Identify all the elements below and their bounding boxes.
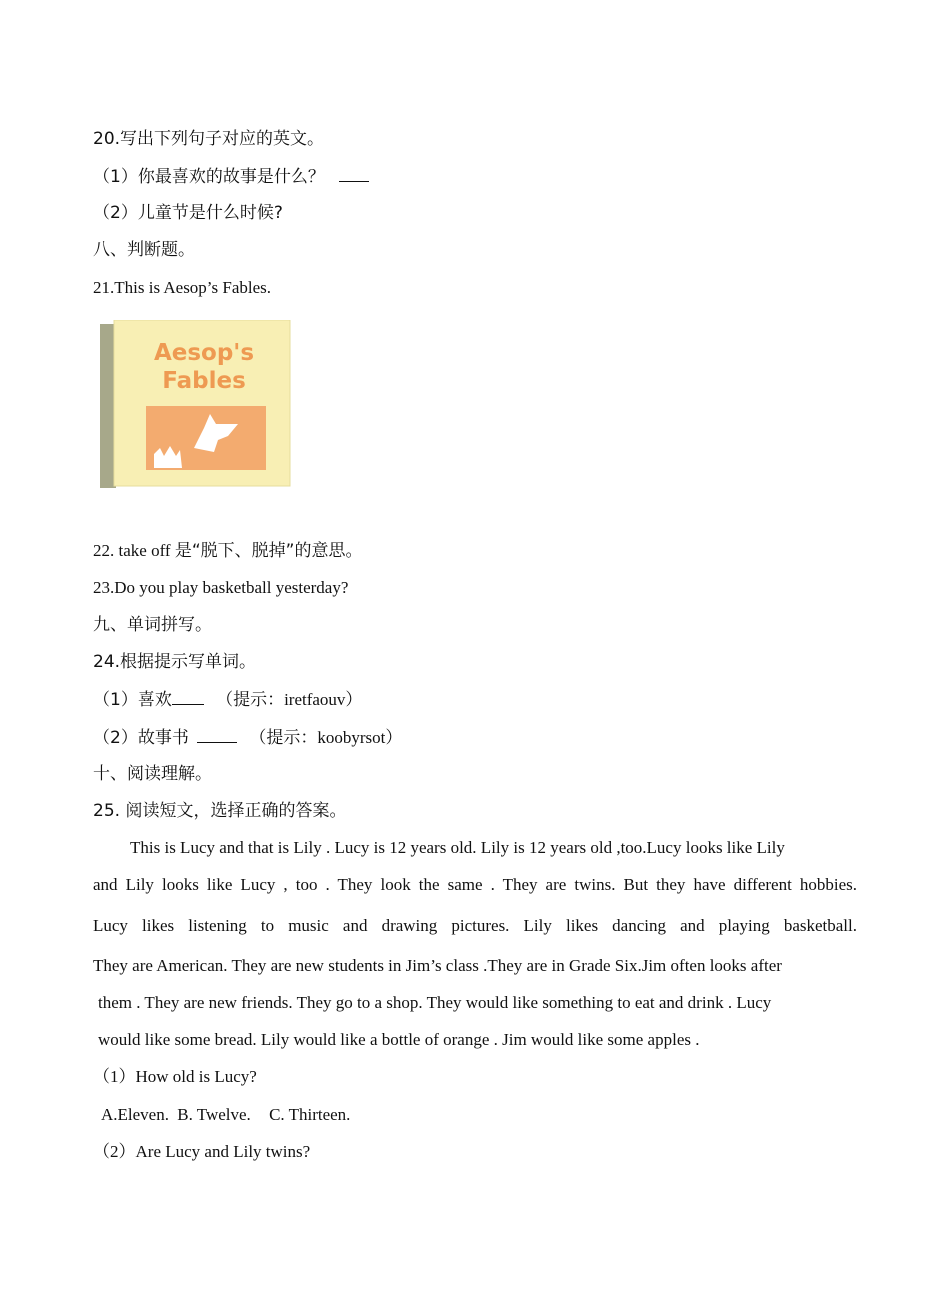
option-b[interactable]: B. Twelve. bbox=[177, 1105, 251, 1124]
answer-blank[interactable] bbox=[172, 688, 204, 705]
option-a[interactable]: A.Eleven. bbox=[101, 1105, 169, 1124]
q20-item-2: （2）儿童节是什么时候? bbox=[93, 203, 283, 223]
answer-blank[interactable] bbox=[339, 165, 369, 182]
q24-item-2-hint: （提示：koobyrsot） bbox=[249, 728, 403, 747]
q21-text: 21.This is Aesop’s Fables. bbox=[93, 278, 272, 297]
aesops-fables-book-image bbox=[100, 320, 292, 490]
q24-title: 24.根据提示写单词。 bbox=[93, 652, 257, 672]
passage-line-4: They are American. They are new students in Jim’s class .They are in Grade Six.Jim often looks after bbox=[93, 956, 782, 975]
q20-title: 20.写出下列句子对应的英文。 bbox=[93, 129, 325, 149]
q25-question-1: （1）How old is Lucy? bbox=[93, 1067, 257, 1086]
q24-item-1 bbox=[93, 688, 362, 711]
q25-question-2: （2）Are Lucy and Lily twins? bbox=[93, 1142, 311, 1161]
passage-line-5: them . They are new friends. They go to a shop. They would like something to eat and drink . Lucy bbox=[98, 993, 772, 1012]
q22-number: 22. take off bbox=[93, 541, 175, 560]
q24-item-1-label: （1）喜欢 bbox=[93, 690, 172, 710]
q22-text: 是“脱下、脱掉”的意思。 bbox=[174, 541, 363, 561]
q25-question-1-options bbox=[101, 1104, 350, 1126]
q22 bbox=[93, 540, 362, 562]
passage-line-6: would like some bread. Lily would like a bottle of orange . Jim would like some apples . bbox=[98, 1030, 700, 1049]
passage-line-2: and Lily looks like Lucy , too . They look the same . They are twins. But they have different hobbies. bbox=[93, 875, 857, 894]
q24-item-1-hint: （提示：iretfaouv） bbox=[216, 690, 363, 709]
q24-item-2 bbox=[93, 726, 402, 749]
book-title-line-2: Fables bbox=[162, 368, 246, 394]
q20-item-1 bbox=[93, 165, 369, 188]
book-title-line-1: Aesop's bbox=[153, 340, 255, 366]
section-heading-10: 十、阅读理解。 bbox=[93, 764, 212, 784]
answer-blank[interactable] bbox=[197, 726, 237, 743]
q20-item-1-text: （1）你最喜欢的故事是什么？ bbox=[93, 167, 325, 187]
option-c[interactable]: C. Thirteen. bbox=[269, 1105, 351, 1124]
passage-line-1: This is Lucy and that is Lily . Lucy is 12 years old. Lily is 12 years old ,too.Lucy looks like Lily bbox=[130, 838, 785, 857]
section-heading-9: 九、单词拼写。 bbox=[93, 615, 212, 635]
q25-title: 25. 阅读短文，选择正确的答案。 bbox=[93, 801, 347, 821]
passage-line-3: Lucy likes listening to music and drawing pictures. Lily likes dancing and playing basketball. bbox=[93, 916, 857, 935]
q23: 23.Do you play basketball yesterday? bbox=[93, 578, 349, 597]
q24-item-2-label: （2）故事书 bbox=[93, 728, 189, 748]
section-heading-8: 八、判断题。 bbox=[93, 240, 195, 260]
